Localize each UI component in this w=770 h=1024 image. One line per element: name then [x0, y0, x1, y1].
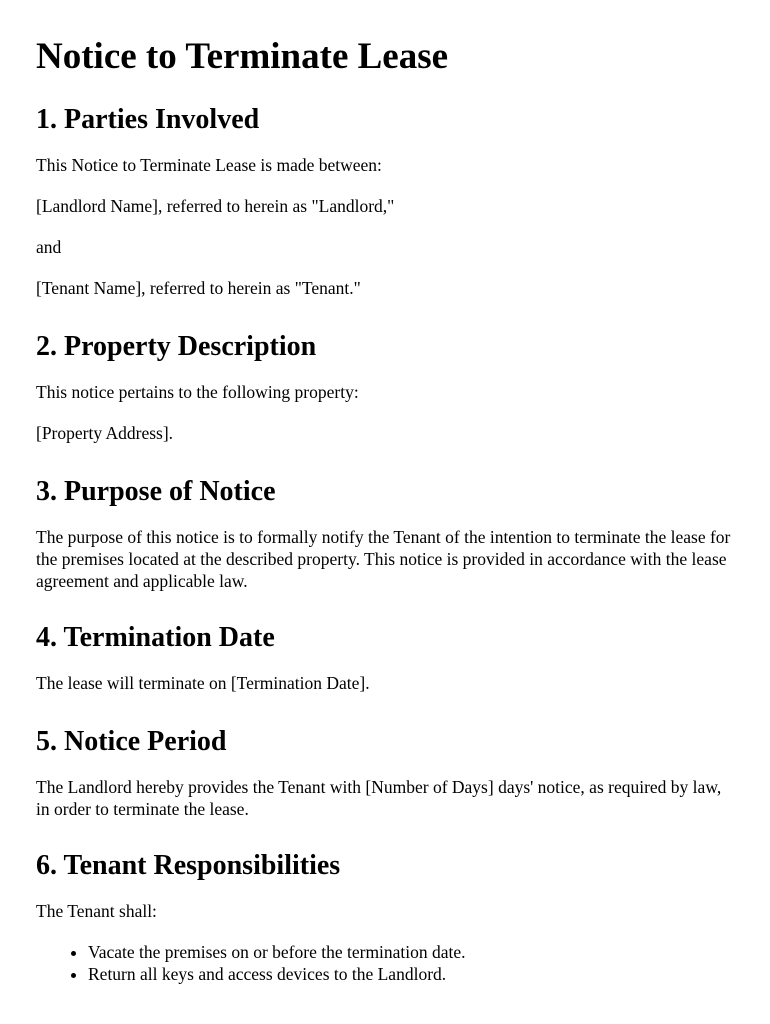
section-heading: 1. Parties Involved	[36, 104, 260, 135]
section-paragraph: [Landlord Name], referred to herein as "Landlord,"	[36, 196, 395, 216]
section-paragraph: The Landlord hereby provides the Tenant with [Number of Days] days' notice, as required by law, in order to terminate the lease.	[36, 777, 722, 819]
list-item: • Vacate the premises on or before the termination date.	[88, 941, 736, 963]
section-termination-date	[36, 622, 736, 713]
section-paragraph: and	[36, 237, 62, 257]
responsibilities-list	[36, 941, 736, 985]
section-heading: 5. Notice Period	[36, 726, 227, 757]
section-tenant-responsibilities	[36, 850, 736, 985]
section-paragraph: This Notice to Terminate Lease is made between:	[36, 155, 382, 175]
section-heading: 4. Termination Date	[36, 622, 275, 653]
section-parties-involved	[36, 104, 736, 318]
section-paragraph: This notice pertains to the following property:	[36, 382, 359, 402]
section-heading: 2. Property Description	[36, 331, 317, 362]
section-property-description	[36, 331, 736, 463]
section-paragraph: The Tenant shall:	[36, 901, 157, 921]
section-notice-period	[36, 726, 736, 839]
section-heading: 3. Purpose of Notice	[36, 476, 276, 507]
section-paragraph: The lease will terminate on [Termination Date].	[36, 673, 370, 693]
section-paragraph: [Property Address].	[36, 423, 174, 443]
document-title: Notice to Terminate Lease	[36, 36, 449, 77]
list-item: • Return all keys and access devices to the Landlord.	[88, 963, 736, 985]
section-paragraph: [Tenant Name], referred to herein as "Tenant."	[36, 278, 361, 298]
section-heading: 6. Tenant Responsibilities	[36, 850, 341, 881]
section-purpose-of-notice	[36, 476, 736, 611]
section-paragraph: The purpose of this notice is to formally notify the Tenant of the intention to terminate the lease for the premises located at the described property. This notice is provided in accordance with the lease agreement and applicable law.	[36, 527, 731, 591]
